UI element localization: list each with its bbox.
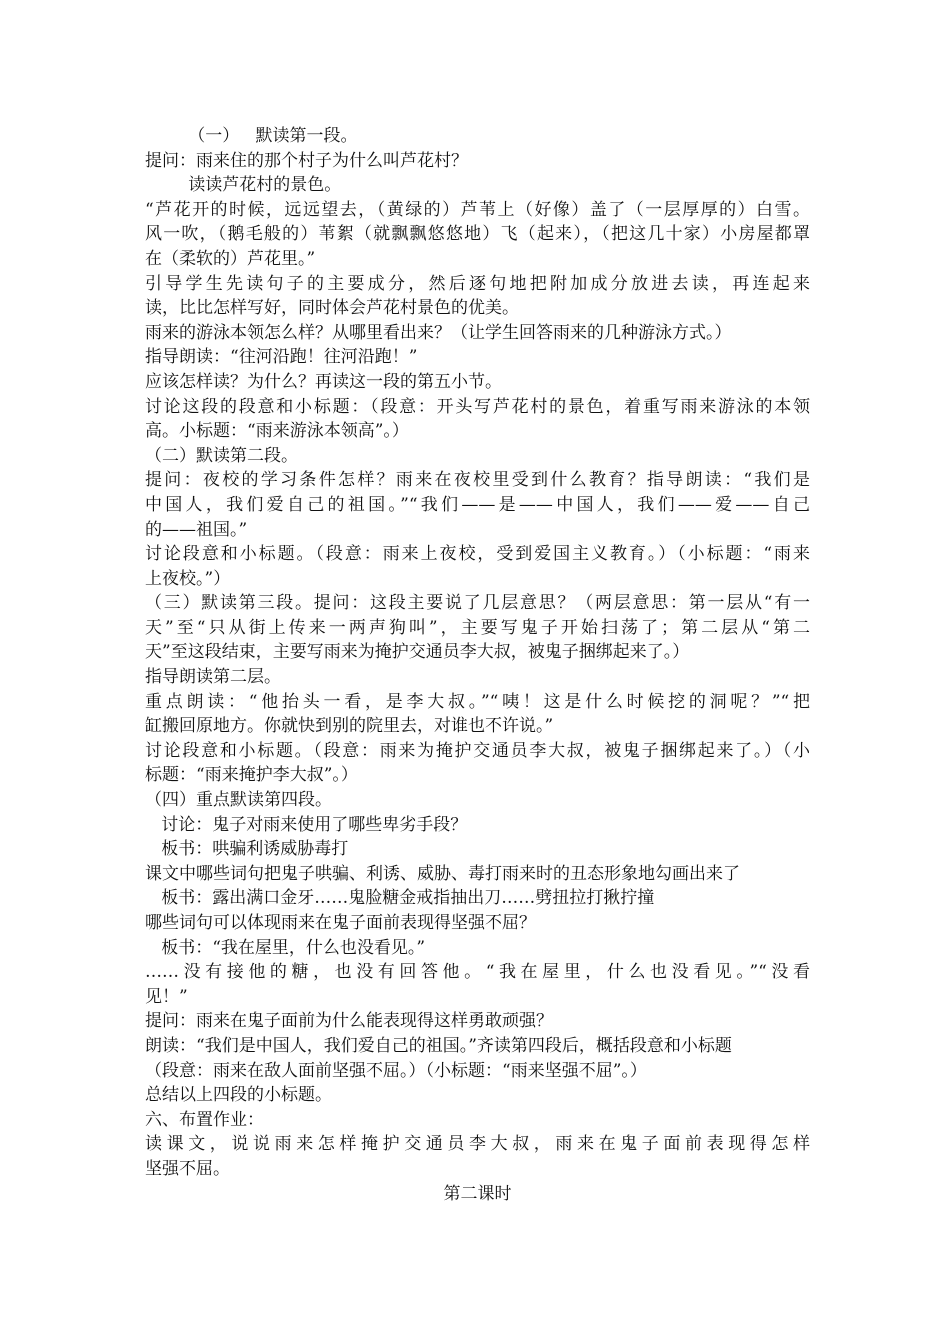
text-line: 讨论段意和小标题。（段意：雨来上夜校，受到爱国主义教育。）（小标题：“雨来 <box>145 544 810 565</box>
text-line: 指导朗读：“往河沿跑！往河沿跑！” <box>145 347 418 368</box>
text-line: 课文中哪些词句把鬼子哄骗、利诱、威胁、毒打雨来时的丑态形象地勾画出来了 <box>145 863 740 884</box>
text-line: （段意：雨来在敌人面前坚强不屈。）（小标题：“雨来坚强不屈”。） <box>145 1060 647 1081</box>
text-line: 应该怎样读？为什么？再读这一段的第五小节。 <box>145 371 502 392</box>
section-three-heading: （三）默读第三段。提问：这段主要说了几层意思？（两层意思：第一层从“有一 <box>145 593 810 614</box>
text-line: 讨论：鬼子对雨来使用了哪些卑劣手段？ <box>145 814 468 835</box>
text-line: 哪些词句可以体现雨来在鬼子面前表现得坚强不屈？ <box>145 913 536 933</box>
text-line: 总结以上四段的小标题。 <box>145 1085 332 1106</box>
board-note-line: 板书：哄骗利诱威胁毒打 <box>145 839 349 860</box>
text-line: 的——祖国。” <box>145 519 248 540</box>
text-line: 朗读：“我们是中国人，我们爱自己的祖国。”齐读第四段后，概括段意和小标题 <box>145 1035 732 1056</box>
homework-line: 读课文，说说雨来怎样掩护交通员李大叔，雨来在鬼子面前表现得怎样 <box>145 1134 810 1155</box>
text-line: 见！” <box>145 986 188 1007</box>
text-line: 重点朗读：“他抬头一看，是李大叔。”“咦！这是什么时候挖的洞呢？”“把 <box>145 691 810 712</box>
text-line: 讨论段意和小标题。（段意：雨来为掩护交通员李大叔，被鬼子捆绑起来了。）（小 <box>145 740 810 761</box>
board-note-line: 板书：露出满口金牙……鬼脸糖金戒指抽出刀……劈扭拉打揪拧撞 <box>145 888 655 909</box>
text-line: 标题：“雨来掩护李大叔”。） <box>145 765 358 786</box>
quote-line: “芦花开的时候，远远望去，（黄绿的）芦苇上（好像）盖了（一层厚厚的）白雪。 <box>145 199 810 220</box>
text-line: 上夜校。”） <box>145 568 231 589</box>
text-line: 提问：夜校的学习条件怎样？雨来在夜校里受到什么教育？指导朗读：“我们是 <box>145 470 810 491</box>
text-line: 讨论这段的段意和小标题：（段意：开头写芦花村的景色，着重写雨来游泳的本领 <box>145 396 810 417</box>
text-line: 高。小标题：“雨来游泳本领高”。） <box>145 421 409 442</box>
lesson-plan-body <box>145 124 810 1206</box>
second-lesson-title: 第二课时 <box>443 1183 512 1204</box>
text-line: 缸搬回原地方。你就快到别的院里去，对谁也不许说。” <box>145 716 554 737</box>
quote-line: 风一吹，（鹅毛般的）苇絮（就飘飘悠悠地）飞（起来），（把这几十家）小房屋都罩 <box>145 224 810 245</box>
section-two-heading: （二）默读第二段。 <box>145 445 298 466</box>
text-line: 天”至“只从街上传来一两声狗叫”，主要写鬼子开始扫荡了；第二层从“第二 <box>145 617 810 638</box>
section-four-heading: （四）重点默读第四段。 <box>145 790 332 811</box>
text-line: 提问：雨来住的那个村子为什么叫芦花村？ <box>145 150 468 171</box>
text-line: 中国人，我们爱自己的祖国。”“我们——是——中国人，我们——爱——自己 <box>145 494 810 515</box>
text-line: 读读芦花村的景色。 <box>145 175 342 196</box>
text-line: 读，比比怎样写好，同时体会芦花村景色的优美。 <box>145 298 519 319</box>
text-line: ……没有接他的糖，也没有回答他。“我在屋里，什么也没看见。”“没看 <box>145 962 810 983</box>
text-line: 天”至这段结束，主要写雨来为掩护交通员李大叔，被鬼子捆绑起来了。） <box>145 642 690 663</box>
text-line: 雨来的游泳本领怎么样？从哪里看出来？（让学生回答雨来的几种游泳方式。） <box>145 322 732 343</box>
section-one-heading: （一） 默读第一段。 <box>145 126 358 146</box>
homework-heading: 六、布置作业： <box>145 1109 264 1130</box>
board-note-line: 板书：“我在屋里，什么也没看见。” <box>145 937 426 958</box>
text-line: 提问：雨来在鬼子面前为什么能表现得这样勇敢顽强？ <box>145 1011 553 1032</box>
text-line: 指导朗读第二层。 <box>145 667 281 688</box>
quote-line: 在（柔软的）芦花里。” <box>145 248 316 269</box>
homework-line: 坚强不屈。 <box>145 1158 230 1179</box>
text-line: 引导学生先读句子的主要成分，然后逐句地把附加成分放进去读，再连起来 <box>145 273 810 294</box>
